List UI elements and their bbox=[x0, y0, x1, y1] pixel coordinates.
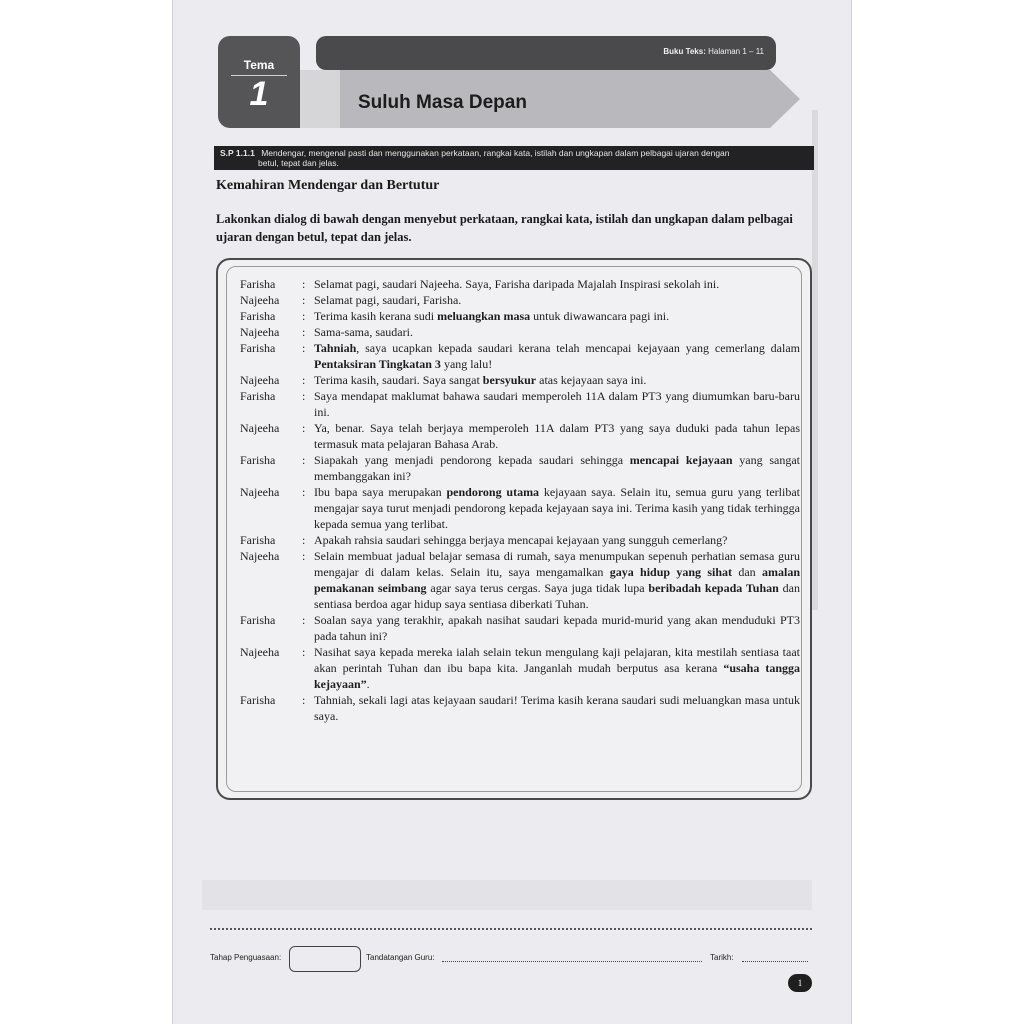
speaker-name: Najeeha bbox=[240, 485, 280, 499]
dialog-text-segment: Selamat pagi, saudari, Farisha. bbox=[314, 293, 462, 307]
dialog-text-segment: yang lalu! bbox=[440, 357, 493, 371]
dialog-line bbox=[240, 420, 800, 452]
dialog-text bbox=[314, 612, 800, 644]
speaker-colon: : bbox=[302, 309, 306, 323]
dialog-text-segment: Ibu bapa saya merupakan bbox=[314, 485, 447, 499]
dialog-text-segment: Siapakah yang menjadi pendorong kepada saudari sehingga bbox=[314, 453, 630, 467]
footer-dotted-rule bbox=[210, 928, 812, 930]
dialog-text-segment: Sama-sama, saudari. bbox=[314, 325, 413, 339]
speaker-name: Najeeha bbox=[240, 373, 280, 387]
dialog-line bbox=[240, 372, 800, 388]
speaker-colon: : bbox=[302, 549, 306, 563]
date-line[interactable] bbox=[742, 961, 808, 962]
emphasized-phrase: Tahniah bbox=[314, 341, 357, 355]
speaker-colon: : bbox=[302, 613, 306, 627]
dialog-text bbox=[314, 324, 800, 340]
dialog-text-segment: Soalan saya yang terakhir, apakah nasihat saudari kepada murid-murid yang akan menduduki PT3 pada tahun ini? bbox=[314, 613, 800, 643]
dialog-text-segment: dan bbox=[732, 565, 762, 579]
dialog-line bbox=[240, 532, 800, 548]
speaker-colon: : bbox=[302, 325, 306, 339]
speaker-colon: : bbox=[302, 293, 306, 307]
speaker-name: Farisha bbox=[240, 453, 276, 467]
background-left bbox=[0, 0, 172, 1024]
dialog-text bbox=[314, 692, 800, 724]
dialog-text-segment: Apakah rahsia saudari sehingga berjaya mencapai kejayaan yang sungguh cemerlang? bbox=[314, 533, 728, 547]
dialog-line bbox=[240, 452, 800, 484]
dialog-text-segment: Terima kasih, saudari. Saya sangat bbox=[314, 373, 483, 387]
header-top-bar bbox=[316, 36, 776, 70]
speaker-name: Farisha bbox=[240, 533, 276, 547]
speaker-name: Farisha bbox=[240, 309, 276, 323]
emphasized-phrase: mencapai kejayaan bbox=[629, 453, 733, 467]
speaker-name: Farisha bbox=[240, 389, 276, 403]
emphasized-phrase: pendorong utama bbox=[446, 485, 540, 499]
emphasized-phrase: Pentaksiran Tingkatan 3 bbox=[314, 357, 441, 371]
speaker-name: Najeeha bbox=[240, 645, 280, 659]
dialog-text bbox=[314, 340, 800, 372]
dialog-text-segment: , saya ucapkan kepada saudari kerana telah mencapai kejayaan yang cemerlang dalam bbox=[356, 341, 800, 355]
dialog-box bbox=[216, 258, 812, 800]
dialog-line bbox=[240, 612, 800, 644]
dialog-text bbox=[314, 308, 800, 324]
dialog-line bbox=[240, 276, 800, 292]
speaker-name: Najeeha bbox=[240, 293, 280, 307]
teacher-signature-label: Tandatangan Guru: bbox=[366, 953, 435, 962]
speaker-colon: : bbox=[302, 453, 306, 467]
theme-label: Tema bbox=[243, 58, 275, 72]
dialog-line bbox=[240, 548, 800, 612]
workbook-page bbox=[172, 0, 852, 1024]
speaker-colon: : bbox=[302, 277, 306, 291]
emphasized-phrase: gaya hidup yang sihat bbox=[609, 565, 733, 579]
header-band-shade bbox=[300, 70, 340, 128]
page-number: 1 bbox=[788, 974, 812, 992]
speaker-colon: : bbox=[302, 341, 306, 355]
dialog-line bbox=[240, 484, 800, 532]
textbook-ref-value: Halaman 1 – 11 bbox=[708, 47, 764, 56]
dialog-text-segment: atas kejayaan saya ini. bbox=[536, 373, 647, 387]
theme-badge bbox=[218, 36, 300, 128]
emphasized-phrase: bersyukur bbox=[482, 373, 537, 387]
mastery-level-label: Tahap Penguasaan: bbox=[210, 953, 282, 962]
standard-text-line1: Mendengar, mengenal pasti dan menggunakan perkataan, rangkai kata, istilah dan ungkapan dalam pelbagai ujaran dengan bbox=[261, 148, 730, 158]
emphasized-phrase: amalan pemakanan seimbang bbox=[314, 565, 800, 595]
emphasized-phrase: beribadah kepada Tuhan bbox=[648, 581, 779, 595]
speaker-name: Farisha bbox=[240, 613, 276, 627]
dialog-text-segment: Selain membuat jadual belajar semasa di rumah, saya menumpukan sepenuh perhatian semasa guru mengajar di dalam kelas. Selain itu, saya mengamalkan bbox=[314, 549, 800, 579]
speaker-name: Farisha bbox=[240, 693, 276, 707]
instruction-text: Lakonkan dialog di bawah dengan menyebut perkataan, rangkai kata, istilah dan ungkapan dalam pelbagai ujaran dengan betul, tepat dan jelas. bbox=[216, 212, 793, 244]
footer bbox=[210, 946, 812, 968]
dialog-line bbox=[240, 644, 800, 692]
dialog-text-segment: Saya mendapat maklumat bahawa saudari memperoleh 11A dalam PT3 yang diumumkan baru-baru ini. bbox=[314, 389, 800, 419]
dialog-line bbox=[240, 324, 800, 340]
dialog-text-segment: untuk diwawancara pagi ini. bbox=[530, 309, 670, 323]
speaker-name: Najeeha bbox=[240, 549, 280, 563]
date-label: Tarikh: bbox=[710, 953, 734, 962]
dialog-text bbox=[314, 292, 800, 308]
dialog-line bbox=[240, 292, 800, 308]
theme-number: 1 bbox=[249, 75, 269, 113]
dialog-text bbox=[314, 532, 800, 548]
speaker-colon: : bbox=[302, 693, 306, 707]
dialog-text bbox=[314, 372, 800, 388]
dialog-text bbox=[314, 388, 800, 420]
bleed-through-mark bbox=[812, 110, 818, 610]
learning-standard-bar bbox=[214, 146, 814, 170]
dialog-text-segment: Terima kasih kerana sudi bbox=[314, 309, 438, 323]
speaker-colon: : bbox=[302, 533, 306, 547]
mastery-level-box[interactable] bbox=[289, 946, 361, 972]
dialog-text-segment: yang sangat membanggakan ini? bbox=[314, 453, 801, 483]
chapter-title: Suluh Masa Depan bbox=[358, 92, 527, 113]
speaker-colon: : bbox=[302, 389, 306, 403]
speaker-name: Najeeha bbox=[240, 421, 280, 435]
textbook-reference bbox=[663, 47, 764, 56]
emphasized-phrase: meluangkan masa bbox=[437, 309, 531, 323]
dialog-text-segment: . bbox=[366, 677, 370, 691]
speaker-colon: : bbox=[302, 373, 306, 387]
standard-text-line2: betul, tepat dan jelas. bbox=[258, 158, 339, 168]
background-right bbox=[852, 0, 1024, 1024]
dialog-line bbox=[240, 388, 800, 420]
speaker-name: Najeeha bbox=[240, 325, 280, 339]
dialog-text-segment: Ya, benar. Saya telah berjaya memperoleh 11A dalam PT3 yang saya duduki pada tahun lepas termasuk mata pelajaran Bahasa Arab. bbox=[314, 421, 800, 451]
dialog-text bbox=[314, 420, 800, 452]
dialog-text bbox=[314, 276, 800, 292]
bleed-through-mark bbox=[202, 880, 812, 910]
dialog-text-segment: agar saya terus cergas. Saya juga tidak lupa bbox=[426, 581, 649, 595]
emphasized-phrase: “usaha tangga kejayaan” bbox=[314, 661, 800, 691]
dialog-text bbox=[314, 548, 800, 612]
dialog-text-segment: Selamat pagi, saudari Najeeha. Saya, Farisha daripada Majalah Inspirasi sekolah ini. bbox=[314, 277, 720, 291]
textbook-ref-label: Buku Teks: bbox=[663, 47, 706, 56]
dialog-line bbox=[240, 340, 800, 372]
speaker-colon: : bbox=[302, 645, 306, 659]
dialog-text bbox=[314, 644, 800, 692]
speaker-colon: : bbox=[302, 485, 306, 499]
dialog-text bbox=[314, 452, 800, 484]
dialog-text-segment: Nasihat saya kepada mereka ialah selain tekun mengulang kaji pelajaran, kita mestilah sentiasa taat akan perintah Tuhan dan ibu bapa kita. Janganlah mudah berputus asa kerana bbox=[314, 645, 800, 675]
speaker-name: Farisha bbox=[240, 277, 276, 291]
dialog-text-segment: dan sentiasa berdoa agar hidup saya sentiasa diberkati Tuhan. bbox=[314, 581, 800, 611]
dialog-line bbox=[240, 308, 800, 324]
dialog-lines bbox=[240, 276, 800, 724]
speaker-colon: : bbox=[302, 421, 306, 435]
teacher-signature-line[interactable] bbox=[442, 961, 702, 962]
dialog-text-segment: Tahniah, sekali lagi atas kejayaan saudari! Terima kasih kerana saudari sudi meluangkan masa untuk saya. bbox=[314, 693, 800, 723]
section-title: Kemahiran Mendengar dan Bertutur bbox=[216, 178, 440, 193]
standard-code: S.P 1.1.1 bbox=[220, 148, 255, 158]
dialog-line bbox=[240, 692, 800, 724]
dialog-text-segment: kejayaan saya. Selain itu, semua guru yang terlibat mengajar saya turut menjadi pendorong kepada kejayaan saya ini. Terima kasih yang tidak terhingga kepada semua yang terlibat. bbox=[314, 485, 801, 531]
dialog-text bbox=[314, 484, 800, 532]
speaker-name: Farisha bbox=[240, 341, 276, 355]
